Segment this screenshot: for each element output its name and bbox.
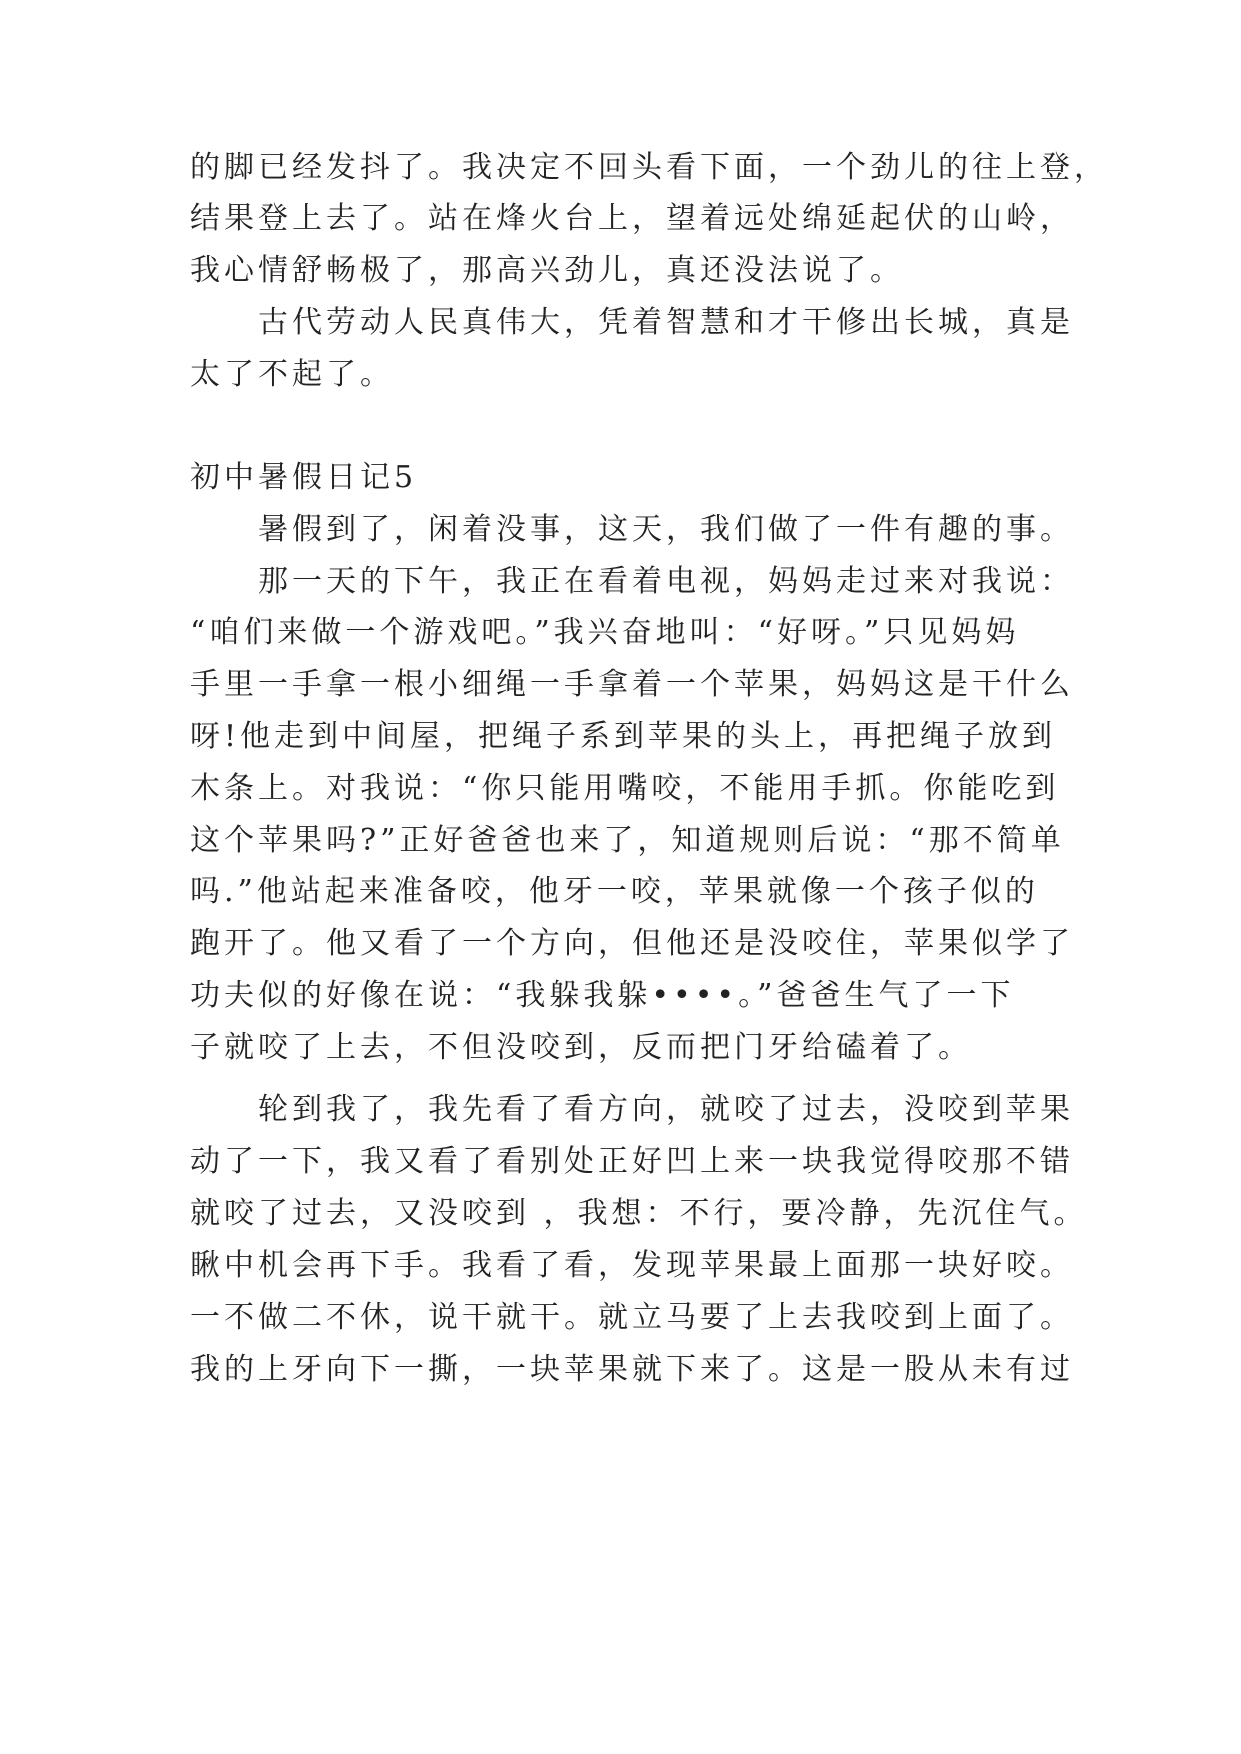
text-line: 瞅中机会再下手。我看了看，发现苹果最上面那一块好咬。 [190, 1248, 1074, 1283]
text-line: 呀!他走到中间屋，把绳子系到苹果的头上，再把绳子放到 [190, 719, 1057, 754]
text-line: 功夫似的好像在说：“我躲我躲••••。”爸爸生气了一下 [190, 978, 1015, 1013]
text-line: 我的上牙向下一撕，一块苹果就下来了。这是一股从未有过 [190, 1352, 1074, 1387]
text-line: 木条上。对我说：“你只能用嘴咬，不能用手抓。你能吃到 [190, 771, 1060, 806]
text-line: 我心情舒畅极了，那高兴劲儿，真还没法说了。 [190, 253, 904, 288]
text-line: 手里一手拿一根小细绳一手拿着一个苹果，妈妈这是干什么 [190, 667, 1074, 702]
text-line: 太了不起了。 [190, 357, 394, 392]
paragraph-first-line: 那一天的下午，我正在看着电视，妈妈走过来对我说： [258, 564, 1074, 599]
text-line: 跑开了。他又看了一个方向，但他还是没咬住，苹果似学了 [190, 926, 1074, 961]
text-line: 子就咬了上去，不但没咬到，反而把门牙给磕着了。 [190, 1030, 972, 1065]
paragraph-first-line: 古代劳动人民真伟大，凭着智慧和才干修出长城，真是 [258, 305, 1074, 340]
text-line: 就咬了过去，又没咬到 ，我想：不行，要冷静，先沉住气。 [190, 1196, 1088, 1231]
text-line: 结果登上去了。站在烽火台上，望着远处绵延起伏的山岭， [190, 201, 1074, 236]
text-line: 这个苹果吗?”正好爸爸也来了，知道规则后说：“那不简单 [190, 823, 1065, 858]
text-line: 一不做二不休，说干就干。就立马要了上去我咬到上面了。 [190, 1300, 1074, 1335]
paragraph-first-line: 轮到我了，我先看了看方向，就咬了过去，没咬到苹果 [258, 1092, 1074, 1127]
text-line: 吗.”他站起来准备咬，他牙一咬，苹果就像一个孩子似的 [190, 874, 1039, 909]
text-line: 动了一下，我又看了看别处正好凹上来一块我觉得咬那不错 [190, 1144, 1074, 1179]
section-heading: 初中暑假日记5 [190, 460, 418, 495]
paragraph-first-line: 暑假到了，闲着没事，这天，我们做了一件有趣的事。 [258, 512, 1074, 547]
text-line: “咱们来做一个游戏吧。”我兴奋地叫：“好呀。”只见妈妈 [190, 615, 1020, 650]
text-line: 的脚已经发抖了。我决定不回头看下面，一个劲儿的往上登， [190, 150, 1108, 185]
